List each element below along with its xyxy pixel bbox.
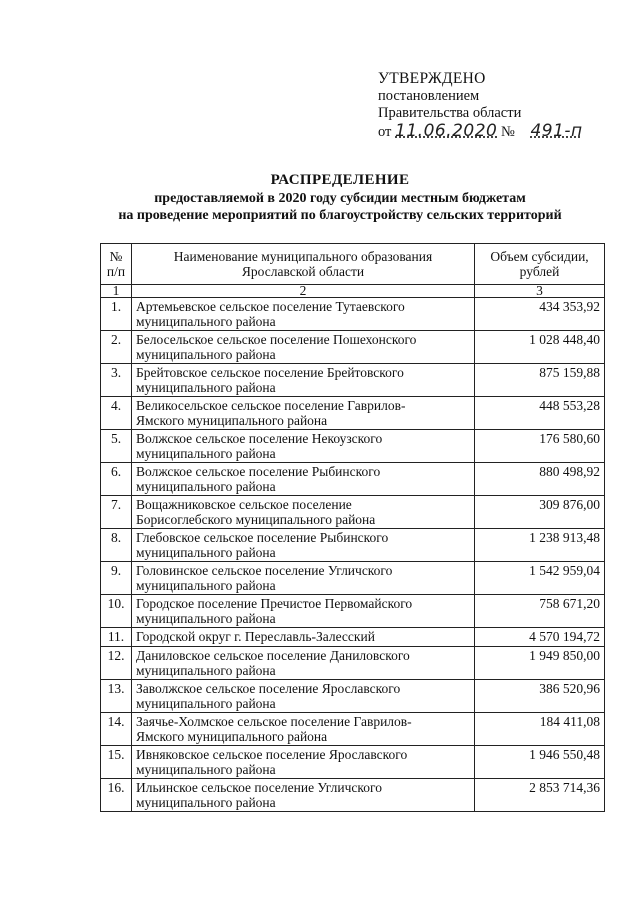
- table-row: [101, 496, 605, 529]
- municipality-name: [132, 628, 475, 647]
- municipality-name-line-1: Даниловское сельское поселение Даниловского: [136, 648, 410, 663]
- row-number: 13.: [101, 680, 132, 713]
- row-number: 16.: [101, 779, 132, 812]
- document-subtitle-line-2: на проведение мероприятий по благоустройству сельских территорий: [118, 208, 562, 223]
- municipality-name: [132, 397, 475, 430]
- table-row: [101, 397, 605, 430]
- row-number: 3.: [101, 364, 132, 397]
- column-number-row: [101, 285, 605, 298]
- table-header-row: [101, 244, 605, 285]
- subsidy-amount: 758 671,20: [475, 595, 605, 628]
- municipality-name-line-1: Городской округ г. Переславль-Залесский: [136, 629, 375, 644]
- table-row: [101, 680, 605, 713]
- subsidy-amount: 434 353,92: [475, 298, 605, 331]
- approval-block: [378, 70, 618, 141]
- table-row: [101, 628, 605, 647]
- municipality-name: [132, 529, 475, 562]
- municipality-name-line-1: Брейтовское сельское поселение Брейтовского: [136, 365, 404, 380]
- municipality-name-line-1: Великосельское сельское поселение Гаврилов-: [136, 398, 406, 413]
- header-name-line-2: Ярославской области: [241, 264, 365, 279]
- municipality-name-line-1: Ильинское сельское поселение Угличского: [136, 780, 382, 795]
- table-row: [101, 562, 605, 595]
- municipality-name-line-1: Глебовское сельское поселение Рыбинского: [136, 530, 389, 545]
- municipality-name-line-1: Ивняковское сельское поселение Ярославского: [136, 747, 408, 762]
- municipality-name: [132, 430, 475, 463]
- handwritten-date: 11.06.2020: [395, 120, 498, 141]
- document-subtitle-line-1: предоставляемой в 2020 году субсидии местным бюджетам: [154, 191, 526, 206]
- municipality-name: [132, 331, 475, 364]
- row-number: 12.: [101, 647, 132, 680]
- header-number-line-1: №: [109, 249, 123, 264]
- municipality-name: [132, 562, 475, 595]
- subsidy-amount: 448 553,28: [475, 397, 605, 430]
- municipality-name: [132, 496, 475, 529]
- municipality-name-line-2: Борисоглебского муниципального района: [136, 512, 376, 527]
- header-name: [132, 244, 475, 285]
- table-row: [101, 779, 605, 812]
- table-row: [101, 364, 605, 397]
- municipality-name-line-2: муниципального района: [136, 347, 276, 362]
- subsidy-amount: 1 542 959,04: [475, 562, 605, 595]
- table-row: [101, 529, 605, 562]
- subsidy-amount: 1 946 550,48: [475, 746, 605, 779]
- municipality-name: [132, 595, 475, 628]
- municipality-name-line-1: Артемьевское сельское поселение Тутаевского: [136, 299, 405, 314]
- municipality-name-line-2: Ямского муниципального района: [136, 413, 328, 428]
- row-number: 1.: [101, 298, 132, 331]
- subsidy-amount: 2 853 714,36: [475, 779, 605, 812]
- subsidy-amount: 309 876,00: [475, 496, 605, 529]
- column-number-3: 3: [475, 285, 605, 298]
- row-number: 9.: [101, 562, 132, 595]
- municipality-name: [132, 463, 475, 496]
- municipality-name-line-2: муниципального района: [136, 578, 276, 593]
- row-number: 5.: [101, 430, 132, 463]
- subsidy-amount: 4 570 194,72: [475, 628, 605, 647]
- subsidy-amount: 1 949 850,00: [475, 647, 605, 680]
- municipality-name-line-1: Волжское сельское поселение Рыбинского: [136, 464, 381, 479]
- table-row: [101, 298, 605, 331]
- municipality-name: [132, 647, 475, 680]
- row-number: 4.: [101, 397, 132, 430]
- column-number-2: 2: [132, 285, 475, 298]
- municipality-name: [132, 779, 475, 812]
- table-row: [101, 463, 605, 496]
- municipality-name: [132, 713, 475, 746]
- municipality-name-line-1: Заячье-Холмское сельское поселение Гаврилов-: [136, 714, 412, 729]
- number-label: №: [501, 123, 515, 140]
- row-number: 7.: [101, 496, 132, 529]
- municipality-name: [132, 364, 475, 397]
- municipality-name: [132, 746, 475, 779]
- handwritten-number: 491-п: [530, 120, 583, 141]
- header-number-line-2: п/п: [106, 264, 126, 279]
- subsidy-amount: 1 238 913,48: [475, 529, 605, 562]
- municipality-name-line-2: муниципального района: [136, 696, 276, 711]
- municipality-name-line-2: муниципального района: [136, 545, 276, 560]
- municipality-name: [132, 298, 475, 331]
- municipality-name-line-2: Ямского муниципального района: [136, 729, 328, 744]
- column-number-1: 1: [101, 285, 132, 298]
- subsidy-amount: 184 411,08: [475, 713, 605, 746]
- row-number: 8.: [101, 529, 132, 562]
- document-title: РАСПРЕДЕЛЕНИЕ: [270, 172, 410, 188]
- approval-title: УТВЕРЖДЕНО: [378, 70, 486, 87]
- approval-line-3: Правительства области: [378, 105, 522, 121]
- subsidy-amount: 880 498,92: [475, 463, 605, 496]
- row-number: 2.: [101, 331, 132, 364]
- header-number: [101, 244, 132, 285]
- approval-date-line: [378, 120, 618, 142]
- from-label: от: [378, 123, 392, 140]
- header-amount-line-2: рублей: [519, 264, 560, 279]
- municipality-name-line-1: Вощажниковское сельское поселение: [136, 497, 352, 512]
- subsidy-amount: 1 028 448,40: [475, 331, 605, 364]
- header-name-line-1: Наименование муниципального образования: [173, 249, 433, 264]
- table-row: [101, 331, 605, 364]
- municipality-name: [132, 680, 475, 713]
- subsidy-amount: 875 159,88: [475, 364, 605, 397]
- row-number: 14.: [101, 713, 132, 746]
- row-number: 15.: [101, 746, 132, 779]
- approval-line-2: постановлением: [378, 87, 480, 104]
- municipality-name-line-1: Заволжское сельское поселение Ярославского: [136, 681, 401, 696]
- municipality-name-line-1: Волжское сельское поселение Некоузского: [136, 431, 383, 446]
- municipality-name-line-1: Городское поселение Пречистое Первомайского: [136, 596, 413, 611]
- municipality-name-line-2: муниципального района: [136, 663, 276, 678]
- header-amount: [475, 244, 605, 285]
- municipality-name-line-1: Белосельское сельское поселение Пошехонского: [136, 332, 417, 347]
- table-row: [101, 647, 605, 680]
- table-row: [101, 713, 605, 746]
- row-number: 6.: [101, 463, 132, 496]
- table-row: [101, 595, 605, 628]
- subsidy-table: [100, 243, 605, 812]
- municipality-name-line-2: муниципального района: [136, 380, 276, 395]
- header-amount-line-1: Объем субсидии,: [490, 249, 589, 264]
- municipality-name-line-2: муниципального района: [136, 314, 276, 329]
- municipality-name-line-2: муниципального района: [136, 479, 276, 494]
- municipality-name-line-2: муниципального района: [136, 446, 276, 461]
- table-row: [101, 430, 605, 463]
- municipality-name-line-2: муниципального района: [136, 762, 276, 777]
- municipality-name-line-2: муниципального района: [136, 611, 276, 626]
- row-number: 11.: [101, 628, 132, 647]
- table-row: [101, 746, 605, 779]
- subsidy-amount: 176 580,60: [475, 430, 605, 463]
- subsidy-amount: 386 520,96: [475, 680, 605, 713]
- municipality-name-line-1: Головинское сельское поселение Угличского: [136, 563, 393, 578]
- row-number: 10.: [101, 595, 132, 628]
- municipality-name-line-2: муниципального района: [136, 795, 276, 810]
